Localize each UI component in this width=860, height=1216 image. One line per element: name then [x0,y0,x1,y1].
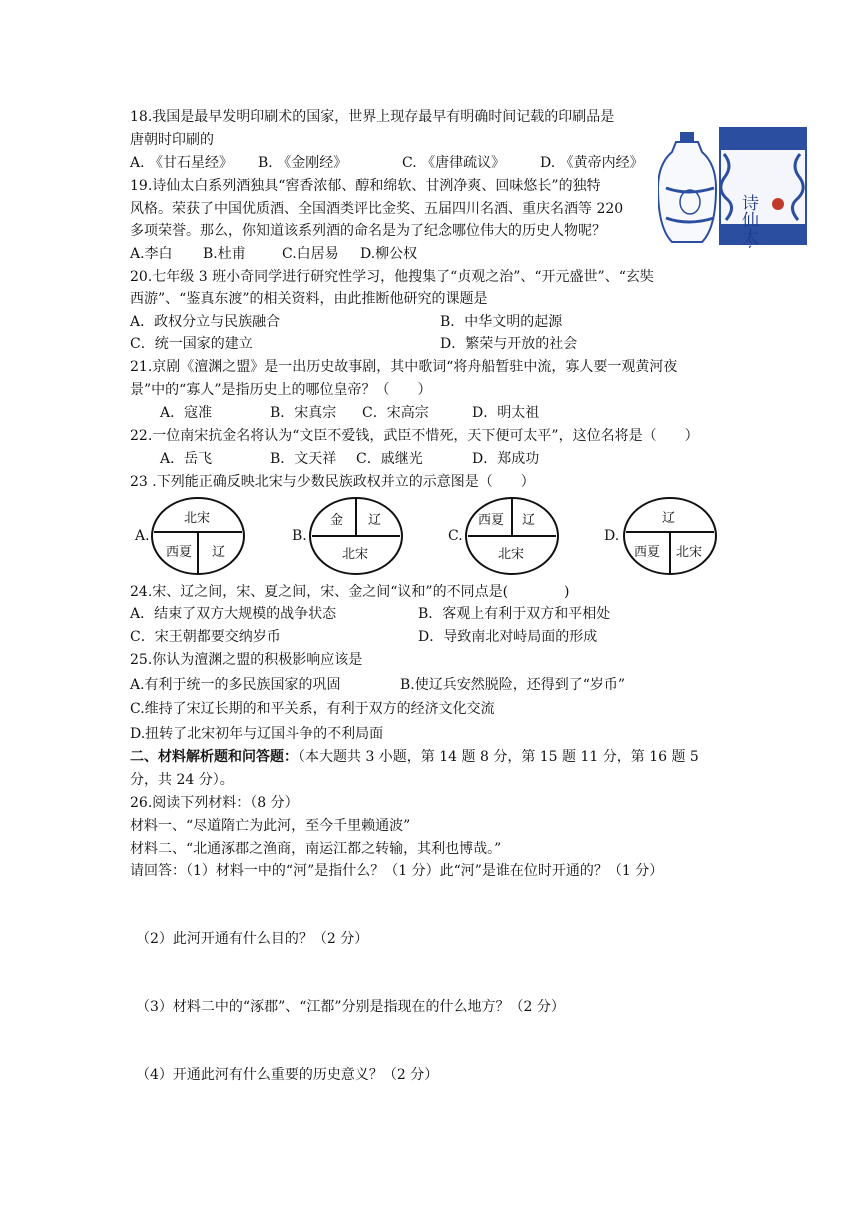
q21-option-b: B．宋真宗 [270,405,337,421]
diagram-a-bottom-left-label: 西夏 [166,545,193,560]
q25-option-a: A.有利于统一的多民族国家的巩固 [130,677,341,693]
q20-option-d: D．繁荣与开放的社会 [440,336,578,352]
q20-option-b: B．中华文明的起源 [440,314,563,330]
diagram-c-top-right-label: 辽 [522,513,536,528]
q22-option-c: C．戚继光 [356,451,423,467]
q19-option-c: C.白居易 [282,246,339,262]
q26-question-1: 请回答：（1）材料一中的“河”是指什么？（1 分）此“河”是谁在位时开通的？（1 分） [130,863,664,879]
q24-option-c: C．宋王朝都要交纳岁币 [130,629,281,645]
q19-option-d: D.柳公权 [360,246,418,262]
q26-question-2: （2）此河开通有什么目的？（2 分） [136,931,369,947]
q21-option-c: C．宋高宗 [362,405,429,421]
q26-material-2: 材料二、“北通涿郡之渔商，南运江都之转输，其利也博哉。” [130,841,502,857]
q22-option-a: A．岳飞 [160,451,213,467]
q23-diagram-d-letter: D. [604,528,620,544]
q22-option-b: B．文天祥 [270,451,337,467]
diagram-c-bottom-label: 北宋 [498,547,525,562]
q23-diagram-b [308,496,404,580]
section2-note: （本大题共 3 小题，第 14 题 8 分，第 15 题 11 分，第 16 题 5 [298,749,699,765]
q18-option-b: B. 《金刚经》 [258,155,348,171]
q18-option-a: A. 《甘石星经》 [130,155,234,171]
q21-option-d: D．明太祖 [472,405,540,421]
q24-option-b: B．客观上有利于双方和平相处 [418,606,611,622]
diagram-b-top-left-label: 金 [330,513,344,528]
q19-option-b: B.杜甫 [203,246,246,262]
product-box-label: 诗仙太白 [738,194,758,248]
q23-diagram-c [464,496,560,580]
q19-stem-line3: 多项荣誉。那么，你知道该系列酒的命名是为了纪念哪位伟大的历史人物呢？ [130,223,606,239]
liquor-product-image [658,124,810,248]
section2-note-line2: 分，共 24 分）。 [130,772,234,788]
q26-question-3: （3）材料二中的“涿郡”、“江都”分别是指现在的什么地方？（2 分） [136,999,565,1015]
q25-option-d: D.扭转了北宋初年与辽国斗争的不利局面 [130,726,384,742]
diagram-d-top-label: 辽 [662,511,676,526]
q20-option-c: C．统一国家的建立 [130,336,253,352]
q20-option-a: A．政权分立与民族融合 [130,314,281,330]
q25-option-b: B.使辽兵安然脱险，还得到了“岁币” [400,677,626,693]
section2-title: 二、材料解析题和问答题： [130,749,298,765]
q21-option-a: A．寇准 [160,405,213,421]
q23-diagram-d [622,496,718,580]
q20-stem-line2: 西游”、“鉴真东渡”的相关资料，由此推断他研究的课题是 [130,291,488,307]
diagram-a-bottom-right-label: 辽 [212,545,226,560]
q21-stem-line2: 景”中的“寡人”是指历史上的哪位皇帝？（ ） [130,382,432,398]
diagram-c-top-left-label: 西夏 [478,513,505,528]
diagram-a-top-label: 北宋 [184,511,211,526]
diagram-d-bottom-left-label: 西夏 [634,545,661,560]
q18-stem-line1: 18.我国是最早发明印刷术的国家，世界上现存最早有明确时间记载的印刷品是 [130,109,615,125]
q18-stem-line2: 唐朝时印刷的 [130,132,214,148]
q22-stem: 22.一位南宋抗金名将认为“文臣不爱钱，武臣不惜死，天下便可太平”，这位名将是（ ） [130,428,699,444]
q22-option-d: D．郑成功 [472,451,540,467]
q26-material-1: 材料一、“尽道隋亡为此河，至今千里赖通波” [130,818,411,834]
q21-stem-line1: 21.京剧《澶渊之盟》是一出历史故事剧，其中歌词“将舟船暂驻中流，寡人要一观黄河夜 [130,359,678,375]
q20-stem-line1: 20.七年级 3 班小奇同学进行研究性学习，他搜集了“贞观之治”、“开元盛世”、“玄奘 [130,269,654,285]
q19-stem-line2: 风格。荣获了中国优质酒、全国酒类评比金奖、五届四川名酒、重庆名酒等 220 [130,201,624,217]
q26-stem: 26.阅读下列材料：（8 分） [130,795,299,811]
q18-option-d: D. 《黄帝内经》 [540,155,644,171]
q25-stem: 25.你认为澶渊之盟的积极影响应该是 [130,652,363,668]
q24-option-d: D．导致南北对峙局面的形成 [418,629,598,645]
q19-stem-line1: 19.诗仙太白系列酒独具“窖香浓郁、醇和绵软、甘洌净爽、回味悠长”的独特 [130,178,601,194]
q23-diagram-a [150,496,246,580]
q25-option-c: C.维持了宋辽长期的和平关系，有利于双方的经济文化交流 [130,701,495,717]
q26-question-4: （4）开通此河有什么重要的历史意义？（2 分） [136,1067,439,1083]
diagram-d-bottom-right-label: 北宋 [676,545,703,560]
diagram-b-bottom-label: 北宋 [342,547,369,562]
q23-diagram-c-letter: C. [448,528,463,544]
q23-diagram-b-letter: B. [292,528,307,544]
q23-stem: 23 .下列能正确反映北宋与少数民族政权并立的示意图是（ ） [130,474,535,490]
q24-stem: 24.宋、辽之间，宋、夏之间，宋、金之间“议和”的不同点是( ) [130,584,570,600]
q23-diagram-a-letter: A. [135,528,150,544]
section2-header [130,748,699,766]
diagram-b-top-right-label: 辽 [368,513,382,528]
q19-option-a: A.李白 [130,246,173,262]
q24-option-a: A．结束了双方大规模的战争状态 [130,606,337,622]
q18-option-c: C. 《唐律疏议》 [402,155,506,171]
